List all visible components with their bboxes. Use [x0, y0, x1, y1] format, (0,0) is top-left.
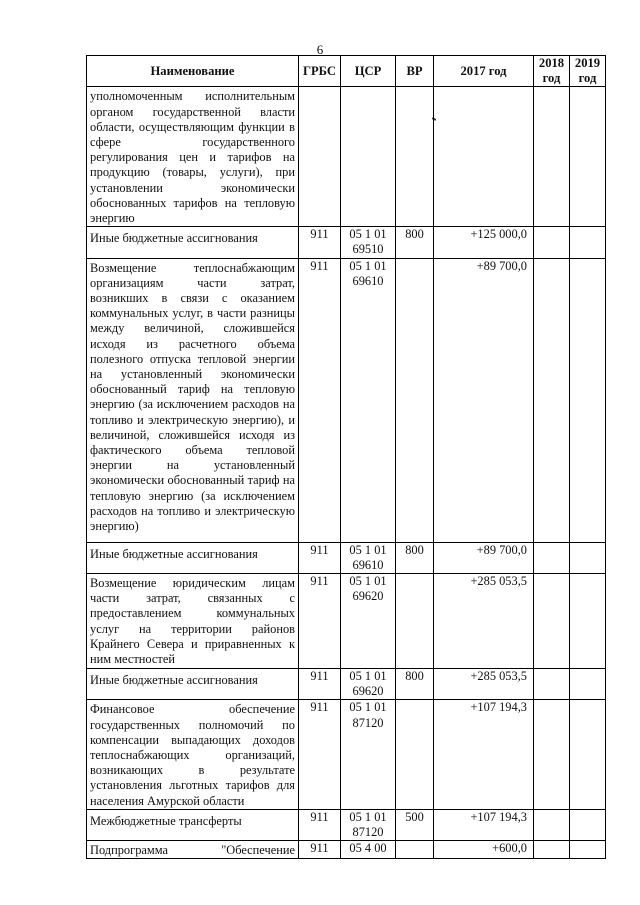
- header-2017: 2017 год: [434, 56, 534, 87]
- table-header-row: [87, 56, 606, 87]
- header-vr: ВР: [396, 56, 434, 87]
- cell-grbs: 911: [299, 574, 341, 669]
- table-row: [87, 258, 606, 542]
- cell-2017: +89 700,0: [434, 258, 534, 542]
- cell-2018: [534, 809, 570, 840]
- header-csr: ЦСР: [341, 56, 396, 87]
- cell-csr: 05 4 00: [341, 841, 396, 859]
- cell-name: уполномоченным исполнительным органом государственной власти области, осуществляющим функции в сфере государственного регулирования цен и тарифов на продукцию (товары, услуги), при установлении экономически обоснованных тарифов на тепловую энергию: [87, 87, 299, 227]
- cell-grbs: [299, 87, 341, 227]
- cell-2017: +125 000,0: [434, 227, 534, 258]
- cell-csr: 05 1 01 69620: [341, 574, 396, 669]
- header-grbs: ГРБС: [299, 56, 341, 87]
- cell-2019: [570, 809, 606, 840]
- cell-name: Финансовое обеспечение государственных полномочий по компенсации выпадающих доходов теплоснабжающих организаций, возникающих в результате установления льготных тарифов для населения Амурской области: [87, 700, 299, 809]
- cell-2018: [534, 700, 570, 809]
- cell-2018: [534, 841, 570, 859]
- cell-2019: [570, 258, 606, 542]
- cell-2017: +107 194,3: [434, 809, 534, 840]
- cell-vr: 800: [396, 669, 434, 700]
- header-2018: 2018 год: [534, 56, 570, 87]
- cell-2017: +600,0: [434, 841, 534, 859]
- cell-csr: 05 1 01 69610: [341, 542, 396, 573]
- cell-2017: +89 700,0: [434, 542, 534, 573]
- cell-2019: [570, 841, 606, 859]
- cell-grbs: 911: [299, 809, 341, 840]
- cell-name: Иные бюджетные ассигнования: [87, 227, 299, 258]
- cell-2018: [534, 542, 570, 573]
- header-2019: 2019 год: [570, 56, 606, 87]
- cell-grbs: 911: [299, 841, 341, 859]
- cell-grbs: 911: [299, 669, 341, 700]
- cell-2017: [434, 87, 534, 227]
- cell-2019: [570, 227, 606, 258]
- cell-vr: [396, 87, 434, 227]
- table-row: [87, 574, 606, 669]
- cell-grbs: 911: [299, 700, 341, 809]
- cell-csr: 05 1 01 69510: [341, 227, 396, 258]
- page-number: 6: [316, 42, 324, 57]
- cell-2019: [570, 669, 606, 700]
- cell-csr: 05 1 01 69620: [341, 669, 396, 700]
- cell-vr: [396, 841, 434, 859]
- header-name: Наименование: [87, 56, 299, 87]
- cell-2018: [534, 87, 570, 227]
- cell-2018: [534, 258, 570, 542]
- cell-2018: [534, 227, 570, 258]
- cell-name: Подпрограмма "Обеспечение: [87, 841, 299, 859]
- cell-vr: 500: [396, 809, 434, 840]
- cell-vr: [396, 574, 434, 669]
- cell-vr: 800: [396, 542, 434, 573]
- cell-csr: [341, 87, 396, 227]
- budget-table: [86, 55, 606, 859]
- cell-2017: +107 194,3: [434, 700, 534, 809]
- cell-csr: 05 1 01 87120: [341, 700, 396, 809]
- cell-vr: 800: [396, 227, 434, 258]
- table-row: [87, 542, 606, 573]
- table-row: [87, 841, 606, 859]
- cell-2019: [570, 700, 606, 809]
- cell-name: Возмещение теплоснабжающим организациям части затрат, возникших в связи с оказанием коммунальных услуг, в части разницы между величиной, сложившейся исходя из расчетного объема полезного отпуска тепловой энергии на установленный экономически обоснованный тариф на тепловую энергию (за исключением расходов на топливо и электрическую энергию), и величиной, сложившейся исходя из фактического объема тепловой энергии на установленный экономически обоснованный тариф на тепловую энергию (за исключением расходов на топливо и электрическую энергию): [87, 258, 299, 542]
- cell-vr: [396, 258, 434, 542]
- cell-name: Иные бюджетные ассигнования: [87, 669, 299, 700]
- cell-grbs: 911: [299, 542, 341, 573]
- cell-2018: [534, 669, 570, 700]
- cell-grbs: 911: [299, 258, 341, 542]
- cell-2017: +285 053,5: [434, 669, 534, 700]
- table-row: [87, 669, 606, 700]
- cell-name: Возмещение юридическим лицам части затрат, связанных с предоставлением коммунальных услуг на территории районов Крайнего Севера и приравненных к ним местностей: [87, 574, 299, 669]
- cell-2019: [570, 542, 606, 573]
- cell-2017: +285 053,5: [434, 574, 534, 669]
- cell-csr: 05 1 01 69610: [341, 258, 396, 542]
- cell-2019: [570, 574, 606, 669]
- cell-2018: [534, 574, 570, 669]
- cell-vr: [396, 700, 434, 809]
- cell-csr: 05 1 01 87120: [341, 809, 396, 840]
- table-row: [87, 809, 606, 840]
- table-row: [87, 87, 606, 227]
- cell-name: Межбюджетные трансферты: [87, 809, 299, 840]
- cell-2019: [570, 87, 606, 227]
- table-row: [87, 227, 606, 258]
- cell-grbs: 911: [299, 227, 341, 258]
- cell-name: Иные бюджетные ассигнования: [87, 542, 299, 573]
- table-row: [87, 700, 606, 809]
